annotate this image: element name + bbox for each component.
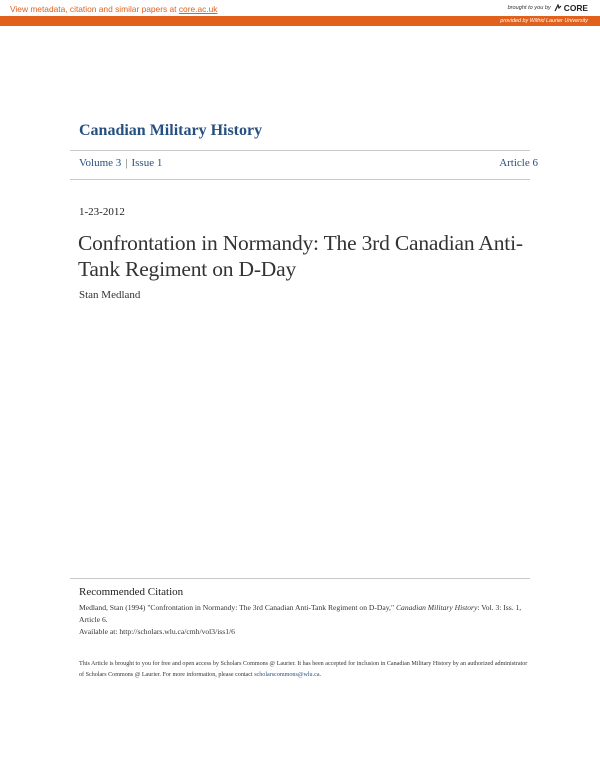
core-top-bar (0, 0, 600, 16)
author-name: Stan Medland (79, 289, 141, 301)
notice-end: . (319, 672, 322, 678)
citation-divider (70, 578, 530, 579)
citation-text (79, 602, 529, 638)
core-link-prefix: View metadata, citation and similar papers at (10, 4, 179, 14)
notice-text: This Article is brought to you for free and open access by Scholars Commons @ Laurier. It has been accepted for inclusion in Canadian Military History by an authorized administrator of Scholars Commons @ Laurier. For more information, please contact (79, 661, 528, 678)
access-notice (79, 659, 529, 681)
core-logo-icon (554, 4, 562, 12)
core-metadata-link[interactable] (10, 4, 217, 14)
contact-email-link[interactable]: scholarscommons@wlu.ca (254, 672, 320, 678)
volume-link[interactable]: Volume 3 (79, 157, 122, 169)
publication-date: 1-23-2012 (79, 206, 125, 218)
citation-part2: : Vol. 3: Iss. 1, Article 6. (79, 603, 522, 624)
paper-title: Confrontation in Normandy: The 3rd Canadian Anti-Tank Regiment on D-Day (78, 231, 523, 281)
journal-title[interactable]: Canadian Military History (79, 122, 263, 139)
issue-link[interactable]: Issue 1 (131, 157, 163, 169)
recommended-citation-heading: Recommended Citation (79, 586, 184, 598)
divider-bottom (70, 179, 530, 180)
provided-by-label: provided by Wilfrid Laurier University (500, 17, 588, 24)
divider-top (70, 150, 530, 151)
citation-journal: Canadian Military History (395, 603, 478, 612)
brought-to-you-by (508, 3, 588, 13)
citation-part1: Medland, Stan (1994) "Confrontation in Normandy: The 3rd Canadian Anti-Tank Regiment on D-Day," (79, 603, 396, 612)
core-provider-bar (0, 16, 600, 26)
breadcrumb-separator: | (125, 157, 128, 169)
volume-issue-breadcrumb (79, 157, 162, 169)
article-link[interactable]: Article 6 (499, 157, 538, 169)
brought-by-label: brought to you by (507, 5, 551, 11)
citation-available-url[interactable]: Available at: http://scholars.wlu.ca/cmh/vol3/iss1/6 (79, 627, 235, 636)
core-logo[interactable] (554, 3, 588, 13)
core-logo-text: CORE (563, 3, 588, 13)
core-ac-uk-link[interactable]: core.ac.uk (178, 4, 218, 14)
